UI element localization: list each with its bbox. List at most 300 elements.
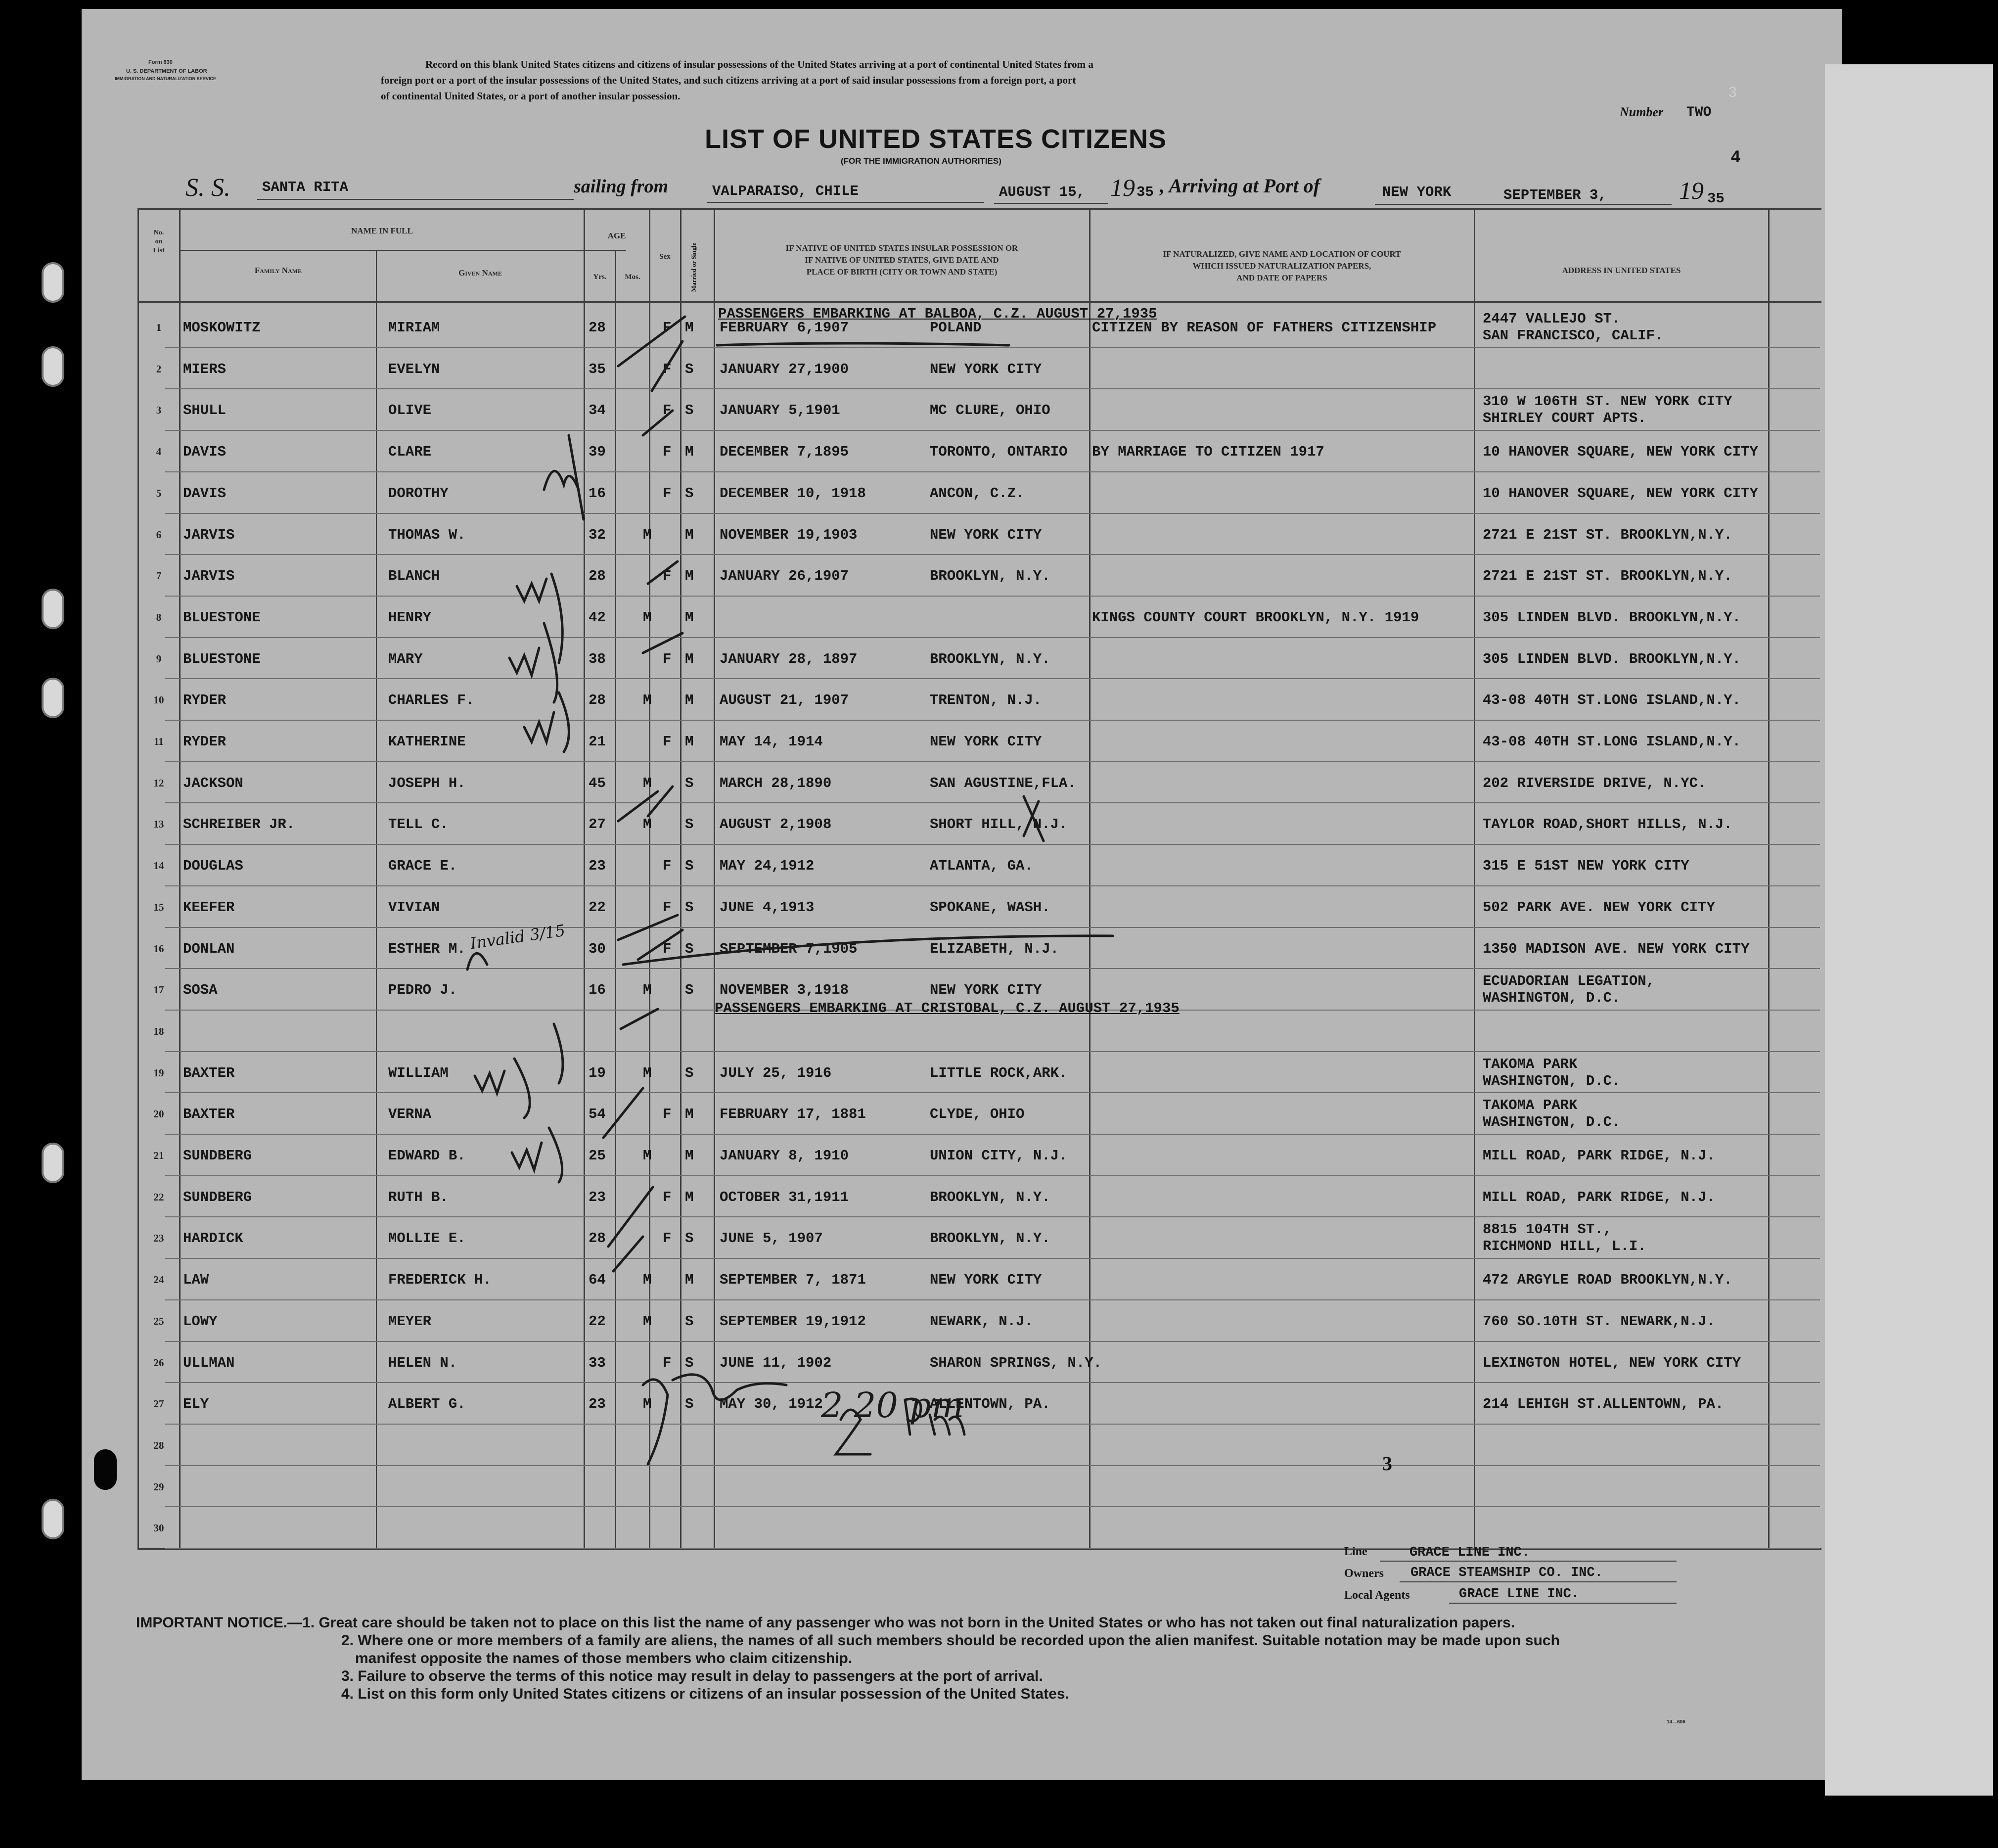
- birth-date-cell: JANUARY 5,1901: [720, 402, 840, 418]
- row-number: 9: [156, 653, 162, 665]
- family-name-cell: SUNDBERG: [183, 1189, 252, 1205]
- age-years-cell: 32: [589, 527, 606, 543]
- family-name-cell: RYDER: [183, 692, 227, 708]
- sex-cell: F: [663, 361, 672, 377]
- age-years-cell: 25: [589, 1148, 606, 1164]
- row-number: 20: [153, 1108, 164, 1120]
- given-name-cell: TELL C.: [388, 816, 449, 832]
- sex-cell: M: [643, 1313, 652, 1330]
- birth-place-cell: BROOKLYN, N.Y.: [930, 1189, 1050, 1205]
- marital-status-cell: S: [685, 899, 694, 916]
- sex-cell: F: [663, 1355, 672, 1371]
- address-line-2-cell: SAN FRANCISCO, CALIF.: [1483, 327, 1664, 344]
- line-underline: [1380, 1561, 1677, 1562]
- line-label: Line: [1344, 1545, 1367, 1558]
- birth-date-cell: SEPTEMBER 19,1912: [720, 1313, 866, 1330]
- punch-hole: [42, 262, 64, 303]
- birth-place-cell: ANCON, C.Z.: [930, 485, 1025, 502]
- marital-status-cell: S: [685, 1065, 694, 1081]
- row-number: 3: [156, 404, 162, 416]
- sex-cell: M: [643, 527, 652, 543]
- family-name-cell: ELY: [183, 1396, 209, 1412]
- header-birth-line: PLACE OF BIRTH (CITY OR TOWN AND STATE): [806, 267, 998, 277]
- given-name-cell: RUTH B.: [388, 1189, 449, 1205]
- table-top-border: [137, 208, 1821, 210]
- page-subtitle: (FOR THE IMMIGRATION AUTHORITIES): [841, 156, 1001, 166]
- address-cell: LEXINGTON HOTEL, NEW YORK CITY: [1483, 1355, 1741, 1371]
- birth-date-cell: JANUARY 8, 1910: [720, 1148, 849, 1164]
- marital-status-cell: S: [685, 1355, 694, 1371]
- age-years-cell: 16: [589, 485, 606, 502]
- age-years-cell: 19: [589, 1065, 606, 1081]
- sex-cell: F: [663, 734, 672, 750]
- row-divider: [165, 388, 1820, 389]
- family-name-cell: DAVIS: [183, 444, 227, 460]
- birth-place-cell: NEW YORK CITY: [930, 734, 1042, 750]
- row-number: 22: [153, 1191, 164, 1203]
- row-divider: [165, 927, 1820, 928]
- family-name-cell: BAXTER: [183, 1065, 235, 1081]
- address-line-2-cell: RICHMOND HILL, L.I.: [1483, 1238, 1646, 1254]
- birth-date-cell: JUNE 5, 1907: [720, 1230, 823, 1247]
- birth-place-cell: TRENTON, N.J.: [930, 692, 1042, 708]
- record-instructions-2: foreign port or a port of the insular possessions of the United States, and such citizens arriving at a port of said insular possessions from a foreign port, a port: [381, 74, 1076, 86]
- given-name-cell: THOMAS W.: [388, 527, 466, 543]
- age-years-cell: 21: [589, 734, 606, 750]
- adjacent-page-edge: [1825, 64, 1993, 1796]
- naturalization-cell: KINGS COUNTY COURT BROOKLYN, N.Y. 1919: [1092, 609, 1419, 626]
- notice-item-1: —1. Great care should be taken not to place on this list the name of any passenger who was not born in the United States or who has not taken out final naturalization papers.: [287, 1615, 1515, 1631]
- row-divider: [165, 678, 1820, 679]
- row-number: 28: [153, 1439, 164, 1451]
- row-divider: [165, 1092, 1820, 1093]
- address-line-2-cell: WASHINGTON, D.C.: [1483, 1073, 1621, 1089]
- marital-status-cell: S: [685, 858, 694, 874]
- row-number: 10: [153, 694, 164, 706]
- naturalization-cell: BY MARRIAGE TO CITIZEN 1917: [1092, 444, 1324, 460]
- address-cell: 305 LINDEN BLVD. BROOKLYN,N.Y.: [1483, 651, 1741, 667]
- row-divider: [165, 1216, 1820, 1217]
- family-name-cell: MIERS: [183, 361, 227, 377]
- arrival-year: 35: [1707, 190, 1725, 207]
- given-name-cell: KATHERINE: [388, 734, 466, 750]
- family-name-cell: DOUGLAS: [183, 858, 243, 874]
- sosa-handwritten-note: Invalid 3/15: [469, 921, 567, 953]
- age-years-cell: 39: [589, 444, 606, 460]
- row-divider: [165, 1175, 1820, 1176]
- age-years-cell: 38: [589, 651, 606, 667]
- row-divider: [165, 513, 1820, 514]
- sex-cell: M: [643, 982, 652, 998]
- birth-date-cell: JUNE 11, 1902: [720, 1355, 832, 1371]
- given-name-cell: EVELYN: [388, 361, 440, 377]
- age-years-cell: 42: [589, 609, 606, 626]
- agents-underline: [1449, 1603, 1677, 1604]
- header-married-single: Married or Single: [690, 242, 697, 292]
- row-number: 19: [153, 1067, 164, 1079]
- marital-status-cell: S: [685, 485, 694, 502]
- sex-cell: F: [663, 402, 672, 418]
- address-line-2-cell: WASHINGTON, D.C.: [1483, 1114, 1621, 1130]
- family-name-cell: JACKSON: [183, 775, 243, 791]
- birth-place-cell: SAN AGUSTINE,FLA.: [930, 775, 1076, 791]
- header-years: Yrs.: [593, 273, 607, 281]
- sex-cell: M: [643, 609, 652, 626]
- row-divider: [165, 1382, 1820, 1383]
- col-line: [376, 250, 377, 1550]
- age-years-cell: 45: [589, 775, 606, 791]
- address-line-1-cell: 2447 VALLEJO ST.: [1483, 311, 1621, 327]
- agents-label: Local Agents: [1344, 1589, 1410, 1602]
- header-no-line: List: [153, 247, 165, 254]
- birth-place-cell: SHORT HILL, N.J.: [930, 816, 1068, 832]
- sex-cell: F: [663, 485, 672, 502]
- age-years-cell: 28: [589, 1230, 606, 1247]
- family-name-cell: LOWY: [183, 1313, 218, 1330]
- header-no: [138, 229, 179, 255]
- col-line: [615, 250, 616, 1550]
- sex-cell: M: [643, 1065, 652, 1081]
- birth-place-cell: NEWARK, N.J.: [930, 1313, 1033, 1330]
- sex-cell: M: [643, 1396, 652, 1412]
- row-divider: [165, 1465, 1820, 1466]
- given-name-cell: ESTHER M.: [388, 941, 466, 957]
- address-cell: 202 RIVERSIDE DRIVE, N.YC.: [1483, 775, 1707, 791]
- given-name-cell: MARY: [388, 651, 423, 667]
- birth-date-cell: AUGUST 2,1908: [720, 816, 832, 832]
- address-cell: 2721 E 21ST ST. BROOKLYN,N.Y.: [1483, 568, 1732, 584]
- birth-place-cell: NEW YORK CITY: [930, 982, 1042, 998]
- birth-place-cell: TORONTO, ONTARIO: [930, 444, 1068, 460]
- given-name-cell: OLIVE: [388, 402, 432, 418]
- family-name-cell: BAXTER: [183, 1106, 235, 1122]
- given-name-cell: CHARLES F.: [388, 692, 475, 708]
- birth-date-cell: FEBRUARY 17, 1881: [720, 1106, 866, 1122]
- given-name-cell: JOSEPH H.: [388, 775, 466, 791]
- sailing-label: sailing from: [574, 176, 669, 197]
- spacer: [1484, 1543, 1489, 1544]
- birth-place-cell: BROOKLYN, N.Y.: [930, 568, 1050, 584]
- arrival-time-note: 2 20 pm: [821, 1385, 964, 1426]
- birth-date-cell: MAY 14, 1914: [720, 734, 823, 750]
- address-cell: MILL ROAD, PARK RIDGE, N.J.: [1483, 1148, 1715, 1164]
- sex-cell: F: [663, 941, 672, 957]
- given-name-cell: FREDERICK H.: [388, 1272, 492, 1288]
- row-divider: [165, 1341, 1820, 1342]
- header-address: ADDRESS IN UNITED STATES: [1562, 266, 1681, 275]
- birth-date-cell: JANUARY 26,1907: [720, 568, 849, 584]
- row-number: 21: [153, 1150, 164, 1161]
- row-number: 26: [153, 1357, 164, 1369]
- row-divider: [165, 1134, 1820, 1135]
- departure-date: AUGUST 15,: [999, 184, 1086, 200]
- row-divider: [165, 1548, 1820, 1549]
- row-divider: [165, 1424, 1820, 1425]
- family-name-cell: SCHREIBER JR.: [183, 816, 295, 832]
- marital-status-cell: S: [685, 775, 694, 791]
- family-name-cell: ULLMAN: [183, 1355, 235, 1371]
- col-line: [680, 208, 681, 1550]
- section-header-balboa: PASSENGERS EMBARKING AT BALBOA, C.Z. AUGUST 27,1935: [718, 306, 1157, 322]
- age-years-cell: 54: [589, 1106, 606, 1122]
- marital-status-cell: S: [685, 1396, 694, 1412]
- header-months: Mos.: [625, 273, 640, 281]
- row-number: 16: [153, 943, 164, 955]
- address-line-1-cell: 8815 104TH ST.,: [1483, 1221, 1612, 1238]
- arrival-port: NEW YORK: [1382, 184, 1452, 200]
- row-divider: [165, 802, 1820, 803]
- row-number: 2: [156, 363, 162, 375]
- year-prefix: 19: [1110, 174, 1135, 201]
- age-years-cell: 30: [589, 941, 606, 957]
- family-name-cell: HARDICK: [183, 1230, 243, 1247]
- naturalization-cell: CITIZEN BY REASON OF FATHERS CITIZENSHIP: [1092, 320, 1437, 336]
- birth-place-cell: BROOKLYN, N.Y.: [930, 1230, 1050, 1247]
- row-number: 7: [156, 570, 162, 582]
- address-cell: 315 E 51ST NEW YORK CITY: [1483, 858, 1689, 874]
- row-number: 5: [156, 487, 162, 499]
- notice-title: IMPORTANT NOTICE.: [136, 1615, 288, 1631]
- row-divider: [165, 347, 1820, 348]
- sex-cell: M: [643, 692, 652, 708]
- family-name-cell: DAVIS: [183, 485, 227, 502]
- sex-cell: F: [663, 1106, 672, 1122]
- marital-status-cell: S: [685, 941, 694, 957]
- family-name-cell: JARVIS: [183, 568, 235, 584]
- age-years-cell: 22: [589, 1313, 606, 1330]
- record-instructions-3: of continental United States, or a port of another insular possession.: [381, 90, 681, 102]
- row-number: 11: [154, 736, 164, 747]
- given-name-cell: CLARE: [388, 444, 432, 460]
- header-naturalized-line: IF NATURALIZED, GIVE NAME AND LOCATION OF COURT: [1163, 249, 1401, 259]
- birth-place-cell: NEW YORK CITY: [930, 361, 1042, 377]
- family-name-cell: KEEFER: [183, 899, 235, 916]
- punch-hole: [94, 1449, 117, 1490]
- given-name-cell: VIVIAN: [388, 899, 440, 916]
- header-no-line: No.: [153, 229, 164, 236]
- family-name-cell: BLUESTONE: [183, 651, 261, 667]
- marital-status-cell: M: [685, 1272, 694, 1288]
- address-cell: TAYLOR ROAD,SHORT HILLS, N.J.: [1483, 816, 1732, 832]
- header-given-name: Given Name: [458, 268, 502, 277]
- birth-place-cell: BROOKLYN, N.Y.: [930, 651, 1050, 667]
- birth-date-cell: JULY 25, 1916: [720, 1065, 832, 1081]
- row-number: 12: [153, 777, 164, 789]
- birth-date-cell: NOVEMBER 19,1903: [720, 527, 858, 543]
- sex-cell: M: [643, 1148, 652, 1164]
- sex-cell: F: [663, 899, 672, 916]
- birth-date-cell: NOVEMBER 3,1918: [720, 982, 849, 998]
- family-name-cell: DONLAN: [183, 941, 235, 957]
- ship-underline: [257, 199, 574, 200]
- birth-date-cell: JANUARY 27,1900: [720, 361, 849, 377]
- sex-cell: F: [663, 444, 672, 460]
- age-years-cell: 34: [589, 402, 606, 418]
- given-name-cell: ALBERT G.: [388, 1396, 466, 1412]
- form-number: Form 630: [148, 59, 173, 65]
- marital-status-cell: M: [685, 609, 694, 626]
- row-number: 6: [156, 529, 162, 541]
- sex-cell: F: [663, 320, 672, 336]
- page-corner-number: 3: [1728, 84, 1737, 100]
- age-years-cell: 27: [589, 816, 606, 832]
- marital-status-cell: S: [685, 982, 694, 998]
- row-number: 4: [156, 446, 162, 458]
- ship-name: SANTA RITA: [262, 179, 349, 195]
- owners-label: Owners: [1344, 1567, 1384, 1580]
- header-naturalized-line: AND DATE OF PAPERS: [1236, 273, 1327, 282]
- row-number: 15: [153, 901, 164, 913]
- service-label: IMMIGRATION AND NATURALIZATION SERVICE: [115, 76, 216, 81]
- header-family-name: Family Name: [254, 266, 302, 275]
- sex-cell: F: [663, 1189, 672, 1205]
- year-prefix: 19: [1679, 177, 1704, 204]
- birth-date-cell: OCTOBER 31,1911: [720, 1189, 849, 1205]
- sex-cell: M: [643, 1272, 652, 1288]
- header-no-line: on: [155, 238, 163, 245]
- ss-label: S. S.: [185, 174, 230, 202]
- header-birth: [715, 242, 1089, 278]
- punch-hole: [42, 589, 64, 629]
- marital-status-cell: S: [685, 402, 694, 418]
- given-name-cell: GRACE E.: [388, 858, 457, 874]
- given-name-cell: MEYER: [388, 1313, 432, 1330]
- col-line: [179, 208, 181, 1550]
- marital-status-cell: M: [685, 320, 694, 336]
- col-line: [1768, 208, 1770, 1550]
- number-value: TWO: [1686, 105, 1712, 120]
- departure-year: 35: [1136, 184, 1154, 200]
- punch-hole: [42, 678, 64, 718]
- section-header-cristobal: PASSENGERS EMBARKING AT CRISTOBAL, C.Z. AUGUST 27,1935: [715, 1000, 1180, 1016]
- line-value: GRACE LINE INC.: [1409, 1545, 1530, 1560]
- header-birth-line: IF NATIVE OF UNITED STATES INSULAR POSSESSION OR: [785, 243, 1018, 253]
- row-divider: [165, 1258, 1820, 1259]
- given-name-cell: HELEN N.: [388, 1355, 457, 1371]
- sex-cell: F: [663, 651, 672, 667]
- birth-date-cell: AUGUST 21, 1907: [720, 692, 849, 708]
- header-bottom-border: [137, 301, 1821, 303]
- header-naturalized-line: WHICH ISSUED NATURALIZATION PAPERS,: [1192, 261, 1371, 271]
- birth-place-cell: UNION CITY, N.J.: [930, 1148, 1068, 1164]
- family-name-cell: SUNDBERG: [183, 1148, 252, 1164]
- birth-date-cell: JUNE 4,1913: [720, 899, 815, 916]
- birth-date-cell: MAY 24,1912: [720, 858, 815, 874]
- department-label: U. S. DEPARTMENT OF LABOR: [126, 68, 207, 74]
- departure-port: VALPARAISO, CHILE: [712, 183, 859, 199]
- birth-place-cell: NEW YORK CITY: [930, 1272, 1042, 1288]
- age-years-cell: 22: [589, 899, 606, 916]
- family-name-cell: MOSKOWITZ: [183, 320, 261, 336]
- punch-hole: [42, 1143, 64, 1183]
- row-number: 1: [156, 322, 162, 333]
- row-divider: [165, 554, 1820, 555]
- given-name-cell: DOROTHY: [388, 485, 449, 502]
- birth-place-cell: POLAND: [930, 320, 982, 336]
- address-line-1-cell: TAKOMA PARK: [1483, 1097, 1578, 1113]
- col-line: [649, 208, 650, 1550]
- row-divider: [165, 596, 1820, 597]
- marital-status-cell: M: [685, 1148, 694, 1164]
- given-name-cell: EDWARD B.: [388, 1148, 466, 1164]
- col-line: [1089, 208, 1090, 1550]
- marital-status-cell: S: [685, 816, 694, 832]
- port-underline: [707, 202, 984, 203]
- address-cell: 1350 MADISON AVE. NEW YORK CITY: [1483, 941, 1750, 957]
- notice-item-2: 2. Where one or more members of a family are aliens, the names of all such members should be recorded upon the alien manifest. Suitable notation may be made upon such: [341, 1632, 1560, 1649]
- address-cell: 760 SO.10TH ST. NEWARK,N.J.: [1483, 1313, 1715, 1330]
- age-years-cell: 28: [589, 692, 606, 708]
- birth-place-cell: ATLANTA, GA.: [930, 858, 1033, 874]
- address-cell: 10 HANOVER SQUARE, NEW YORK CITY: [1483, 485, 1758, 502]
- birth-place-cell: NEW YORK CITY: [930, 527, 1042, 543]
- punch-hole: [42, 346, 64, 387]
- address-line-1-cell: 310 W 106TH ST. NEW YORK CITY: [1483, 393, 1732, 410]
- header-naturalized: [1090, 248, 1474, 284]
- given-name-cell: HENRY: [388, 609, 432, 626]
- address-cell: 502 PARK AVE. NEW YORK CITY: [1483, 899, 1715, 916]
- birth-date-cell: SEPTEMBER 7,1905: [720, 941, 858, 957]
- notice-item-3: 3. Failure to observe the terms of this notice may result in delay to passengers at the port of arrival.: [341, 1668, 1043, 1684]
- header-sex: Sex: [659, 253, 671, 261]
- age-years-cell: 23: [589, 1396, 606, 1412]
- row-number: 24: [153, 1274, 164, 1286]
- row-divider: [165, 968, 1820, 969]
- sex-cell: M: [643, 816, 652, 832]
- address-line-1-cell: TAKOMA PARK: [1483, 1056, 1578, 1072]
- birth-date-cell: JANUARY 28, 1897: [720, 651, 858, 667]
- family-name-cell: SOSA: [183, 982, 218, 998]
- age-years-cell: 28: [589, 568, 606, 584]
- marital-status-cell: M: [685, 1106, 694, 1122]
- birth-place-cell: SHARON SPRINGS, N.Y.: [930, 1355, 1102, 1371]
- row-number: 23: [153, 1232, 164, 1244]
- marital-status-cell: S: [685, 1313, 694, 1330]
- row-divider: [165, 430, 1820, 431]
- notice-item-4: 4. List on this form only United States citizens or citizens of an insular possession of the United States.: [341, 1686, 1069, 1702]
- age-years-cell: 28: [589, 320, 606, 336]
- marital-status-cell: M: [685, 734, 694, 750]
- age-years-cell: 35: [589, 361, 606, 377]
- record-instructions-1: Record on this blank United States citizens and citizens of insular possessions of the United States arriving at a port of continental United States from a: [425, 58, 1093, 70]
- page-title: LIST OF UNITED STATES CITIZENS: [705, 124, 1167, 154]
- row-divider: [165, 1051, 1820, 1052]
- birth-date-cell: DECEMBER 7,1895: [720, 444, 849, 460]
- marital-status-cell: M: [685, 692, 694, 708]
- given-name-cell: WILLIAM: [388, 1065, 449, 1081]
- row-number: 17: [153, 984, 164, 996]
- age-years-cell: 16: [589, 982, 606, 998]
- row-number: 14: [153, 860, 164, 872]
- name-subheader-line: [181, 250, 584, 251]
- row-divider: [165, 1506, 1820, 1507]
- family-name-cell: SHULL: [183, 402, 227, 418]
- print-code: 14—606: [1667, 1719, 1685, 1725]
- birth-place-cell: LITTLE ROCK,ARK.: [930, 1065, 1068, 1081]
- owners-underline: [1400, 1581, 1677, 1582]
- address-cell: MILL ROAD, PARK RIDGE, N.J.: [1483, 1189, 1715, 1205]
- row-number: 8: [156, 611, 162, 623]
- punch-hole: [42, 1499, 64, 1539]
- family-name-cell: JARVIS: [183, 527, 235, 543]
- arrival-underline: [1375, 204, 1672, 205]
- marital-status-cell: M: [685, 527, 694, 543]
- age-years-cell: 33: [589, 1355, 606, 1371]
- row-divider: [165, 637, 1820, 638]
- marital-status-cell: M: [685, 568, 694, 584]
- marital-status-cell: S: [685, 1230, 694, 1247]
- row-number: 13: [153, 818, 164, 830]
